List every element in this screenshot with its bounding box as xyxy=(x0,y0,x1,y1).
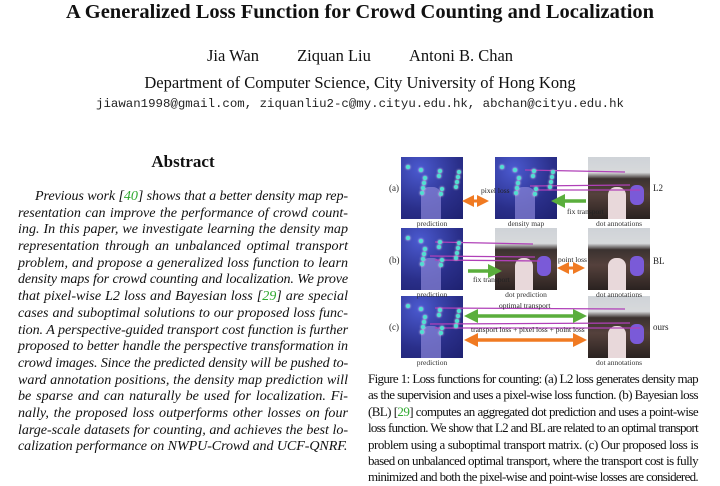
text-line xyxy=(368,420,698,436)
density-dot xyxy=(454,185,458,189)
method-label: BL xyxy=(653,256,665,266)
emails: jiawan1998@gmail.com, ziquanliu2-c@my.cityu.edu.hk, abchan@cityu.edu.hk xyxy=(96,97,624,111)
density-dot xyxy=(455,180,459,184)
density-dot xyxy=(422,252,426,256)
density-dot xyxy=(515,186,519,190)
text-line xyxy=(368,437,698,453)
density-dot xyxy=(440,187,444,191)
text-segment: ] shows that a better density map rep- xyxy=(137,188,348,204)
text-segment: resentation can improve the performance of crowd count- xyxy=(18,204,348,221)
text-segment: tion. A perspective-guided transport cost function is further xyxy=(18,321,348,338)
density-dot xyxy=(532,169,536,173)
image-caption: dot annotations xyxy=(595,219,643,228)
density-dot xyxy=(549,180,553,184)
text-segment: Figure 1: Loss functions for counting: (a) L2 loss generates density map xyxy=(368,371,698,386)
row-label: (a) xyxy=(389,183,399,193)
image-caption: prediction xyxy=(416,290,448,299)
image-caption: prediction xyxy=(416,358,448,367)
text-line xyxy=(18,255,348,272)
text-line xyxy=(18,322,348,339)
density-dot xyxy=(437,245,441,249)
image-caption: prediction xyxy=(416,219,448,228)
density-dot xyxy=(440,326,444,330)
density-dot xyxy=(533,192,537,196)
density-dot xyxy=(457,309,461,313)
arrow-label: point loss xyxy=(558,255,587,264)
authors xyxy=(0,46,720,66)
text-segment: (BL) [ xyxy=(368,403,398,419)
density-dot xyxy=(438,240,442,244)
citation-link[interactable]: 29 xyxy=(262,288,277,305)
image-caption: dot annotations xyxy=(595,290,643,299)
density-dot xyxy=(438,169,442,173)
text-line xyxy=(368,371,698,387)
density-dot xyxy=(437,313,441,317)
image-caption: density map xyxy=(507,219,545,228)
density-dot xyxy=(420,330,424,334)
density-dot xyxy=(513,168,517,172)
text-segment: ing. In this paper, we investigate learning the density map xyxy=(18,221,348,238)
abstract-heading: Abstract xyxy=(151,152,215,171)
text-line xyxy=(18,388,348,405)
density-dot xyxy=(454,256,458,260)
figure-caption xyxy=(368,371,698,486)
image-caption: dot prediction xyxy=(505,290,547,299)
text-line xyxy=(18,221,348,238)
density-dot xyxy=(421,186,425,190)
density-dot xyxy=(551,170,555,174)
text-segment: proposed to better handle the perspective transformation in xyxy=(18,338,348,355)
density-dot xyxy=(457,170,461,174)
density-dot xyxy=(500,165,504,169)
text-line xyxy=(18,238,348,255)
density-dot xyxy=(406,304,410,308)
text-line xyxy=(368,469,698,485)
abstract-body xyxy=(18,188,348,455)
density-dot xyxy=(421,325,425,329)
text-segment: representation through an unbalanced optimal transport xyxy=(18,238,348,255)
text-segment: calization performance on NWPU-Crowd and UCF-QNRF. xyxy=(18,438,348,455)
density-dot xyxy=(423,247,427,251)
arrow-label: fix transport xyxy=(567,207,604,216)
density-dot xyxy=(423,315,427,319)
text-segment: crowd images. Since the predicted density will be pushed to- xyxy=(18,354,348,371)
density-dot xyxy=(420,262,424,266)
arrow-label: fix transport xyxy=(473,275,510,284)
density-dot xyxy=(456,175,460,179)
image-caption: dot annotations xyxy=(595,358,643,367)
density-dot xyxy=(548,185,552,189)
density-dot xyxy=(419,307,423,311)
arrow-label: pixel loss xyxy=(481,186,510,195)
row-label: (b) xyxy=(389,255,400,265)
density-dot xyxy=(439,263,443,267)
text-segment: problem using a suboptimal transport matrix. (c) Our proposed loss is xyxy=(368,436,698,452)
density-dot xyxy=(456,314,460,318)
text-line xyxy=(18,271,348,288)
text-line xyxy=(18,188,348,205)
text-line xyxy=(18,205,348,222)
density-dot xyxy=(422,320,426,324)
author: Jia Wan xyxy=(206,46,259,65)
density-dot xyxy=(517,176,521,180)
density-dot xyxy=(455,319,459,323)
row-label: (c) xyxy=(389,322,399,332)
text-segment: density maps for crowd counting and localization. We prove xyxy=(18,271,348,288)
method-label: ours xyxy=(653,322,669,332)
text-segment: cases and suboptimal solutions to our proposed loss func- xyxy=(18,304,348,321)
density-dot xyxy=(516,181,520,185)
text-segment: be sparse and can naturally be used for localization. Fi- xyxy=(18,388,348,405)
text-line xyxy=(18,288,348,305)
density-dot xyxy=(457,241,461,245)
text-segment: minimized and both the pixel-wise and point-wise losses are considered. xyxy=(368,469,698,485)
density-dot xyxy=(534,187,538,191)
method-label: L2 xyxy=(653,183,663,193)
density-dot xyxy=(421,257,425,261)
density-dot xyxy=(438,308,442,312)
text-line xyxy=(18,372,348,389)
text-line xyxy=(368,387,698,403)
density-dot xyxy=(406,236,410,240)
density-dot xyxy=(419,239,423,243)
density-dot xyxy=(437,174,441,178)
density-dot xyxy=(422,181,426,185)
text-line xyxy=(18,438,348,455)
text-segment: based on unbalanced optimal transport, where the transport cost is fully xyxy=(368,452,698,468)
text-segment: loss function. We show that L2 and BL are related to an optimal transport xyxy=(368,420,698,436)
author: Antoni B. Chan xyxy=(408,46,514,65)
figure-1 xyxy=(375,152,705,366)
density-dot xyxy=(440,258,444,262)
text-line xyxy=(368,453,698,469)
density-dot xyxy=(550,175,554,179)
density-dot xyxy=(439,192,443,196)
text-segment: large-scale datasets for counting, and achieves the best lo- xyxy=(18,421,348,438)
citation-link[interactable]: 29 xyxy=(397,403,410,419)
density-dot xyxy=(531,174,535,178)
text-segment: ] computes an aggregated dot prediction and uses a point-wise xyxy=(409,403,698,419)
density-dot xyxy=(455,251,459,255)
density-dot xyxy=(456,246,460,250)
density-dot xyxy=(406,165,410,169)
text-segment: as the supervision and uses a pixel-wise loss function. (b) Bayesian loss xyxy=(368,387,698,403)
text-segment: problem, and propose a generalized loss function to learn xyxy=(18,254,348,271)
citation-link[interactable]: 40 xyxy=(123,188,138,204)
text-segment: ward annotation positions, the density map prediction will xyxy=(18,371,348,388)
paper-title: A Generalized Loss Function for Crowd Counting and Localization xyxy=(65,1,655,23)
affiliation: Department of Computer Science, City University of Hong Kong xyxy=(144,73,576,92)
density-dot xyxy=(419,168,423,172)
density-dot xyxy=(454,324,458,328)
text-segment: ] are special xyxy=(276,288,348,305)
text-line xyxy=(18,405,348,422)
density-dot xyxy=(514,191,518,195)
text-segment: Previous work [ xyxy=(35,188,124,204)
arrow-label: optimal transport xyxy=(499,301,551,310)
text-line xyxy=(18,305,348,322)
text-line xyxy=(18,338,348,355)
density-dot xyxy=(423,176,427,180)
text-line xyxy=(368,404,698,420)
author: Ziquan Liu xyxy=(297,46,371,65)
text-segment: that pixel-wise L2 loss and Bayesian loss [ xyxy=(18,288,263,305)
density-dot xyxy=(439,331,443,335)
text-line xyxy=(18,355,348,372)
arrow-label: transport loss + pixel loss + point loss xyxy=(471,325,585,334)
density-dot xyxy=(420,191,424,195)
text-segment: nally, the proposed loss outperforms other losses on four xyxy=(18,404,348,421)
text-line xyxy=(18,422,348,439)
